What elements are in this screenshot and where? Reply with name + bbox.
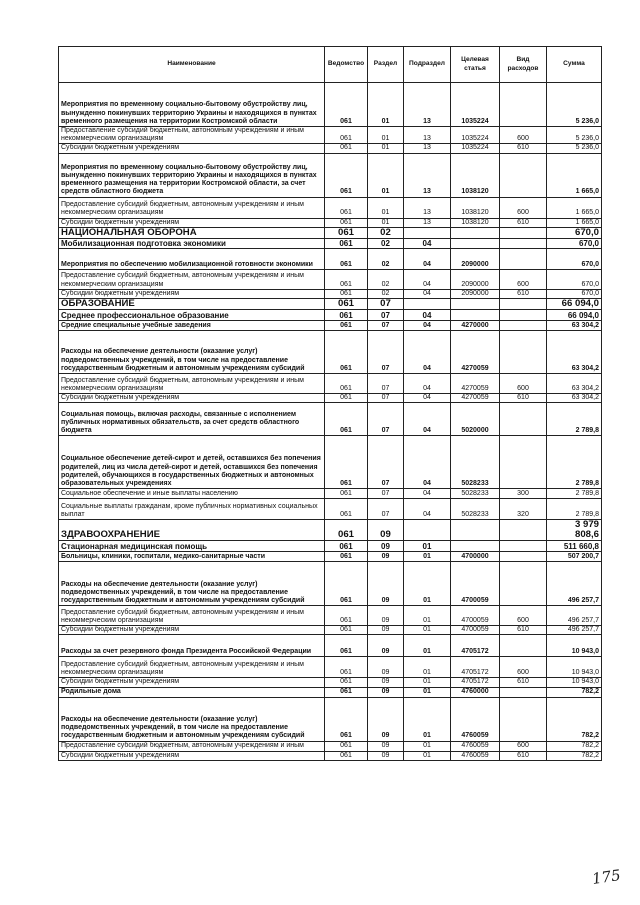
row-target-article-cell: 5028233 [451, 436, 500, 489]
row-name-cell: Мероприятия по временному социально-бытовому обустройству лиц, вынужденно покинувших территорию Украины и находящихся в пунктах временного размещения на территории Костромской области, за счет средств областного бюджета [59, 153, 325, 197]
row-department-cell: 061 [325, 394, 368, 403]
row-department-cell: 061 [325, 541, 368, 552]
row-subsection-cell [404, 520, 451, 541]
row-section-cell: 09 [368, 697, 404, 741]
table-row [59, 83, 602, 127]
row-expense-type-cell [500, 331, 547, 374]
row-department-cell: 061 [325, 238, 368, 248]
table-row [59, 127, 602, 144]
row-amount-cell: 1 665,0 [547, 218, 602, 227]
row-section-cell: 01 [368, 83, 404, 127]
row-section-cell: 02 [368, 238, 404, 248]
row-name-cell: Социальное обеспечение детей-сирот и детей, оставшихся без попечения родителей, лиц из числа детей-сирот и детей, оставшихся без попечения родителей, обучающихся в государственных бюджетных и автономных образовательных учреждениях [59, 436, 325, 489]
row-target-article-cell: 5028233 [451, 499, 500, 520]
table-header-row [59, 47, 602, 83]
row-subsection-cell: 01 [404, 562, 451, 606]
row-target-article-cell [451, 541, 500, 552]
row-section-cell: 09 [368, 751, 404, 760]
row-target-article-cell: 5028233 [451, 489, 500, 499]
row-department-cell: 061 [325, 678, 368, 687]
row-department-cell: 061 [325, 436, 368, 489]
row-expense-type-cell: 610 [500, 626, 547, 635]
row-department-cell: 061 [325, 520, 368, 541]
row-section-cell: 09 [368, 635, 404, 657]
table-row [59, 289, 602, 298]
row-subsection-cell: 01 [404, 697, 451, 741]
row-name-cell: Субсидии бюджетным учреждениям [59, 144, 325, 153]
row-department-cell: 061 [325, 289, 368, 298]
table-row [59, 678, 602, 687]
row-subsection-cell: 13 [404, 153, 451, 197]
row-department-cell: 061 [325, 374, 368, 394]
row-section-cell: 01 [368, 218, 404, 227]
row-expense-type-cell [500, 697, 547, 741]
row-department-cell: 061 [325, 489, 368, 499]
row-name-cell: Родильные дома [59, 687, 325, 697]
header-amount: Сумма [547, 47, 602, 83]
row-department-cell: 061 [325, 197, 368, 218]
row-amount-cell: 670,0 [547, 227, 602, 238]
row-subsection-cell: 01 [404, 626, 451, 635]
row-amount-cell: 66 094,0 [547, 299, 602, 310]
row-section-cell: 09 [368, 678, 404, 687]
row-expense-type-cell [500, 238, 547, 248]
row-amount-cell: 2 789,8 [547, 403, 602, 436]
row-subsection-cell: 04 [404, 499, 451, 520]
row-subsection-cell: 04 [404, 269, 451, 289]
table-row [59, 238, 602, 248]
row-name-cell: Предоставление субсидий бюджетным, автономным учреждениям и иным некоммерческим организациям [59, 606, 325, 626]
budget-table-container [58, 46, 601, 761]
row-subsection-cell: 04 [404, 289, 451, 298]
row-amount-cell: 10 943,0 [547, 678, 602, 687]
row-department-cell: 061 [325, 626, 368, 635]
row-amount-cell: 63 304,2 [547, 331, 602, 374]
row-name-cell: Предоставление субсидий бюджетным, автономным учреждениям и иным некоммерческим организациям [59, 374, 325, 394]
row-expense-type-cell: 610 [500, 751, 547, 760]
row-expense-type-cell: 600 [500, 657, 547, 678]
table-row [59, 299, 602, 310]
row-name-cell: Предоставление субсидий бюджетным, автономным учреждениям и иным некоммерческим организациям [59, 269, 325, 289]
row-subsection-cell: 01 [404, 687, 451, 697]
row-target-article-cell [451, 299, 500, 310]
row-target-article-cell: 4700000 [451, 552, 500, 562]
row-target-article-cell: 5020000 [451, 403, 500, 436]
row-department-cell: 061 [325, 227, 368, 238]
row-name-cell: Среднее профессиональное образование [59, 310, 325, 321]
table-row [59, 541, 602, 552]
row-amount-cell: 670,0 [547, 269, 602, 289]
row-section-cell: 02 [368, 289, 404, 298]
row-expense-type-cell: 610 [500, 289, 547, 298]
table-row [59, 489, 602, 499]
row-target-article-cell: 1035224 [451, 144, 500, 153]
row-department-cell: 061 [325, 562, 368, 606]
row-section-cell: 09 [368, 741, 404, 751]
row-section-cell: 01 [368, 127, 404, 144]
row-section-cell: 02 [368, 227, 404, 238]
table-row [59, 153, 602, 197]
row-name-cell: Средние специальные учебные заведения [59, 321, 325, 331]
row-target-article-cell: 4760059 [451, 751, 500, 760]
row-amount-cell: 496 257,7 [547, 626, 602, 635]
row-department-cell: 061 [325, 552, 368, 562]
row-target-article-cell: 2090000 [451, 289, 500, 298]
row-department-cell: 061 [325, 269, 368, 289]
row-section-cell: 07 [368, 321, 404, 331]
row-expense-type-cell [500, 436, 547, 489]
table-row [59, 635, 602, 657]
row-amount-cell: 1 665,0 [547, 153, 602, 197]
table-row [59, 657, 602, 678]
row-name-cell: Субсидии бюджетным учреждениям [59, 626, 325, 635]
header-expense-type: Вид расходов [500, 47, 547, 83]
row-department-cell: 061 [325, 606, 368, 626]
row-section-cell: 09 [368, 657, 404, 678]
row-subsection-cell: 13 [404, 144, 451, 153]
table-row [59, 248, 602, 269]
row-name-cell: ОБРАЗОВАНИЕ [59, 299, 325, 310]
table-row [59, 751, 602, 760]
row-section-cell: 07 [368, 436, 404, 489]
row-name-cell: Мероприятия по временному социально-бытовому обустройству лиц, вынужденно покинувших территорию Украины и находящихся в пунктах временного размещения на территории Костромской области [59, 83, 325, 127]
row-subsection-cell: 13 [404, 197, 451, 218]
row-target-article-cell [451, 310, 500, 321]
row-target-article-cell: 4270059 [451, 394, 500, 403]
row-amount-cell: 496 257,7 [547, 562, 602, 606]
row-expense-type-cell [500, 248, 547, 269]
row-expense-type-cell: 300 [500, 489, 547, 499]
row-department-cell: 061 [325, 635, 368, 657]
row-expense-type-cell: 600 [500, 606, 547, 626]
row-expense-type-cell: 610 [500, 144, 547, 153]
row-amount-cell: 670,0 [547, 238, 602, 248]
row-subsection-cell: 04 [404, 321, 451, 331]
row-subsection-cell: 13 [404, 218, 451, 227]
row-section-cell: 09 [368, 520, 404, 541]
row-amount-cell: 496 257,7 [547, 606, 602, 626]
header-subsection: Подраздел [404, 47, 451, 83]
row-subsection-cell: 04 [404, 394, 451, 403]
row-subsection-cell: 04 [404, 331, 451, 374]
row-section-cell: 01 [368, 144, 404, 153]
table-row [59, 331, 602, 374]
row-expense-type-cell [500, 227, 547, 238]
row-target-article-cell: 2090000 [451, 269, 500, 289]
row-section-cell: 09 [368, 687, 404, 697]
row-name-cell: Субсидии бюджетным учреждениям [59, 218, 325, 227]
row-target-article-cell: 4705172 [451, 635, 500, 657]
row-section-cell: 02 [368, 269, 404, 289]
row-name-cell: Расходы за счет резервного фонда Президента Российской Федерации [59, 635, 325, 657]
row-department-cell: 061 [325, 331, 368, 374]
row-subsection-cell [404, 227, 451, 238]
row-section-cell: 07 [368, 374, 404, 394]
row-subsection-cell: 01 [404, 741, 451, 751]
row-department-cell: 061 [325, 741, 368, 751]
row-subsection-cell: 04 [404, 238, 451, 248]
row-amount-cell: 782,2 [547, 741, 602, 751]
row-amount-cell: 10 943,0 [547, 635, 602, 657]
row-subsection-cell: 04 [404, 374, 451, 394]
table-body [59, 83, 602, 761]
row-department-cell: 061 [325, 83, 368, 127]
row-name-cell: Субсидии бюджетным учреждениям [59, 394, 325, 403]
row-expense-type-cell [500, 321, 547, 331]
row-amount-cell: 1 665,0 [547, 197, 602, 218]
row-name-cell: Субсидии бюджетным учреждениям [59, 289, 325, 298]
row-subsection-cell: 01 [404, 678, 451, 687]
row-name-cell: Социальная помощь, включая расходы, связанные с исполнением публичных нормативных обязательств, за счет средств областного бюджета [59, 403, 325, 436]
table-row [59, 741, 602, 751]
row-subsection-cell: 04 [404, 436, 451, 489]
row-name-cell: Социальные выплаты гражданам, кроме публичных нормативных социальных выплат [59, 499, 325, 520]
row-name-cell: Субсидии бюджетным учреждениям [59, 751, 325, 760]
row-subsection-cell [404, 299, 451, 310]
row-section-cell: 09 [368, 562, 404, 606]
row-subsection-cell: 13 [404, 83, 451, 127]
row-amount-cell: 507 200,7 [547, 552, 602, 562]
row-expense-type-cell [500, 635, 547, 657]
table-row [59, 197, 602, 218]
row-department-cell: 061 [325, 697, 368, 741]
row-section-cell: 09 [368, 552, 404, 562]
row-section-cell: 07 [368, 394, 404, 403]
row-name-cell: Расходы на обеспечение деятельности (оказание услуг) подведомственных учреждений, в том числе на предоставление государственным бюджетным и автономным учреждениям субсидий [59, 331, 325, 374]
row-amount-cell: 782,2 [547, 687, 602, 697]
page-number: 175 [590, 866, 622, 888]
row-department-cell: 061 [325, 657, 368, 678]
row-department-cell: 061 [325, 299, 368, 310]
row-name-cell: Расходы на обеспечение деятельности (оказание услуг) подведомственных учреждений, в том числе на предоставление государственным бюджетным и автономным учреждениям субсидий [59, 697, 325, 741]
row-department-cell: 061 [325, 687, 368, 697]
table-row [59, 310, 602, 321]
row-expense-type-cell: 600 [500, 269, 547, 289]
row-section-cell: 09 [368, 626, 404, 635]
row-expense-type-cell [500, 299, 547, 310]
row-expense-type-cell: 320 [500, 499, 547, 520]
row-expense-type-cell [500, 541, 547, 552]
row-section-cell: 07 [368, 299, 404, 310]
row-name-cell: Социальное обеспечение и иные выплаты населению [59, 489, 325, 499]
row-target-article-cell: 4270059 [451, 374, 500, 394]
row-target-article-cell: 1038120 [451, 218, 500, 227]
row-expense-type-cell: 610 [500, 394, 547, 403]
row-target-article-cell: 4705172 [451, 657, 500, 678]
row-department-cell: 061 [325, 751, 368, 760]
row-section-cell: 07 [368, 499, 404, 520]
row-department-cell: 061 [325, 499, 368, 520]
row-subsection-cell: 04 [404, 248, 451, 269]
row-target-article-cell [451, 238, 500, 248]
row-name-cell: Мобилизационная подготовка экономики [59, 238, 325, 248]
row-section-cell: 09 [368, 541, 404, 552]
table-row [59, 374, 602, 394]
row-expense-type-cell [500, 562, 547, 606]
row-subsection-cell: 01 [404, 541, 451, 552]
row-name-cell: Больницы, клиники, госпитали, медико-санитарные части [59, 552, 325, 562]
row-target-article-cell: 1035224 [451, 83, 500, 127]
row-amount-cell: 511 660,8 [547, 541, 602, 552]
row-amount-cell: 3 979 808,6 [547, 520, 602, 541]
row-expense-type-cell [500, 552, 547, 562]
row-name-cell: ЗДРАВООХРАНЕНИЕ [59, 520, 325, 541]
row-expense-type-cell: 600 [500, 127, 547, 144]
row-department-cell: 061 [325, 310, 368, 321]
header-department: Ведомство [325, 47, 368, 83]
row-name-cell: НАЦИОНАЛЬНАЯ ОБОРОНА [59, 227, 325, 238]
row-expense-type-cell: 610 [500, 218, 547, 227]
row-amount-cell: 66 094,0 [547, 310, 602, 321]
row-department-cell: 061 [325, 127, 368, 144]
row-name-cell: Предоставление субсидий бюджетным, автономным учреждениям и иным [59, 741, 325, 751]
row-amount-cell: 782,2 [547, 751, 602, 760]
table-row [59, 687, 602, 697]
row-subsection-cell: 01 [404, 606, 451, 626]
row-section-cell: 07 [368, 331, 404, 374]
row-amount-cell: 63 304,2 [547, 394, 602, 403]
row-target-article-cell: 4700059 [451, 606, 500, 626]
row-name-cell: Расходы на обеспечение деятельности (оказание услуг) подведомственных учреждений, в том числе на предоставление государственным бюджетным и автономным учреждениям субсидий [59, 562, 325, 606]
header-name: Наименование [59, 47, 325, 83]
row-expense-type-cell [500, 687, 547, 697]
row-target-article-cell [451, 520, 500, 541]
row-expense-type-cell: 610 [500, 678, 547, 687]
table-row [59, 321, 602, 331]
row-target-article-cell: 4760000 [451, 687, 500, 697]
table-row [59, 227, 602, 238]
row-expense-type-cell [500, 403, 547, 436]
row-name-cell: Предоставление субсидий бюджетным, автономным учреждениям и иным некоммерческим организациям [59, 657, 325, 678]
row-target-article-cell: 4700059 [451, 562, 500, 606]
row-amount-cell: 63 304,2 [547, 321, 602, 331]
row-subsection-cell: 01 [404, 657, 451, 678]
row-department-cell: 061 [325, 218, 368, 227]
row-name-cell: Предоставление субсидий бюджетным, автономным учреждениям и иным некоммерческим организациям [59, 197, 325, 218]
row-amount-cell: 782,2 [547, 697, 602, 741]
row-subsection-cell: 01 [404, 635, 451, 657]
header-target-article: Целевая статья [451, 47, 500, 83]
table-row [59, 697, 602, 741]
row-subsection-cell: 13 [404, 127, 451, 144]
row-department-cell: 061 [325, 248, 368, 269]
table-row [59, 218, 602, 227]
header-section: Раздел [368, 47, 404, 83]
row-target-article-cell: 4270059 [451, 331, 500, 374]
table-row [59, 626, 602, 635]
row-amount-cell: 5 236,0 [547, 127, 602, 144]
row-subsection-cell: 04 [404, 310, 451, 321]
table-row [59, 552, 602, 562]
row-amount-cell: 2 789,8 [547, 436, 602, 489]
row-department-cell: 061 [325, 321, 368, 331]
row-section-cell: 07 [368, 489, 404, 499]
row-subsection-cell: 04 [404, 489, 451, 499]
row-section-cell: 07 [368, 403, 404, 436]
row-expense-type-cell: 600 [500, 197, 547, 218]
row-target-article-cell: 2090000 [451, 248, 500, 269]
row-section-cell: 09 [368, 606, 404, 626]
row-expense-type-cell [500, 520, 547, 541]
table-row [59, 436, 602, 489]
row-expense-type-cell: 600 [500, 374, 547, 394]
row-subsection-cell: 01 [404, 751, 451, 760]
row-expense-type-cell: 600 [500, 741, 547, 751]
row-expense-type-cell [500, 310, 547, 321]
row-expense-type-cell [500, 153, 547, 197]
row-name-cell: Мероприятия по обеспечению мобилизационной готовности экономики [59, 248, 325, 269]
row-name-cell: Стационарная медицинская помощь [59, 541, 325, 552]
row-subsection-cell: 01 [404, 552, 451, 562]
row-amount-cell: 2 789,8 [547, 499, 602, 520]
row-target-article-cell: 4700059 [451, 626, 500, 635]
row-target-article-cell: 4760059 [451, 697, 500, 741]
table-row [59, 562, 602, 606]
row-section-cell: 02 [368, 248, 404, 269]
row-section-cell: 01 [368, 153, 404, 197]
row-target-article-cell: 4270000 [451, 321, 500, 331]
row-amount-cell: 5 236,0 [547, 144, 602, 153]
table-row [59, 606, 602, 626]
table-row [59, 269, 602, 289]
table-row [59, 144, 602, 153]
row-section-cell: 01 [368, 197, 404, 218]
row-target-article-cell: 4705172 [451, 678, 500, 687]
table-row [59, 403, 602, 436]
row-amount-cell: 670,0 [547, 289, 602, 298]
row-target-article-cell: 1038120 [451, 153, 500, 197]
row-department-cell: 061 [325, 403, 368, 436]
row-target-article-cell: 4760059 [451, 741, 500, 751]
row-name-cell: Субсидии бюджетным учреждениям [59, 678, 325, 687]
row-expense-type-cell [500, 83, 547, 127]
row-name-cell: Предоставление субсидий бюджетным, автономным учреждениям и иным некоммерческим организациям [59, 127, 325, 144]
table-row [59, 499, 602, 520]
row-amount-cell: 670,0 [547, 248, 602, 269]
row-department-cell: 061 [325, 153, 368, 197]
row-target-article-cell: 1035224 [451, 127, 500, 144]
table-row [59, 520, 602, 541]
table-row [59, 394, 602, 403]
row-amount-cell: 10 943,0 [547, 657, 602, 678]
row-target-article-cell [451, 227, 500, 238]
row-amount-cell: 5 236,0 [547, 83, 602, 127]
budget-table [58, 46, 602, 761]
row-section-cell: 07 [368, 310, 404, 321]
row-department-cell: 061 [325, 144, 368, 153]
row-subsection-cell: 04 [404, 403, 451, 436]
row-target-article-cell: 1038120 [451, 197, 500, 218]
row-amount-cell: 2 789,8 [547, 489, 602, 499]
row-amount-cell: 63 304,2 [547, 374, 602, 394]
